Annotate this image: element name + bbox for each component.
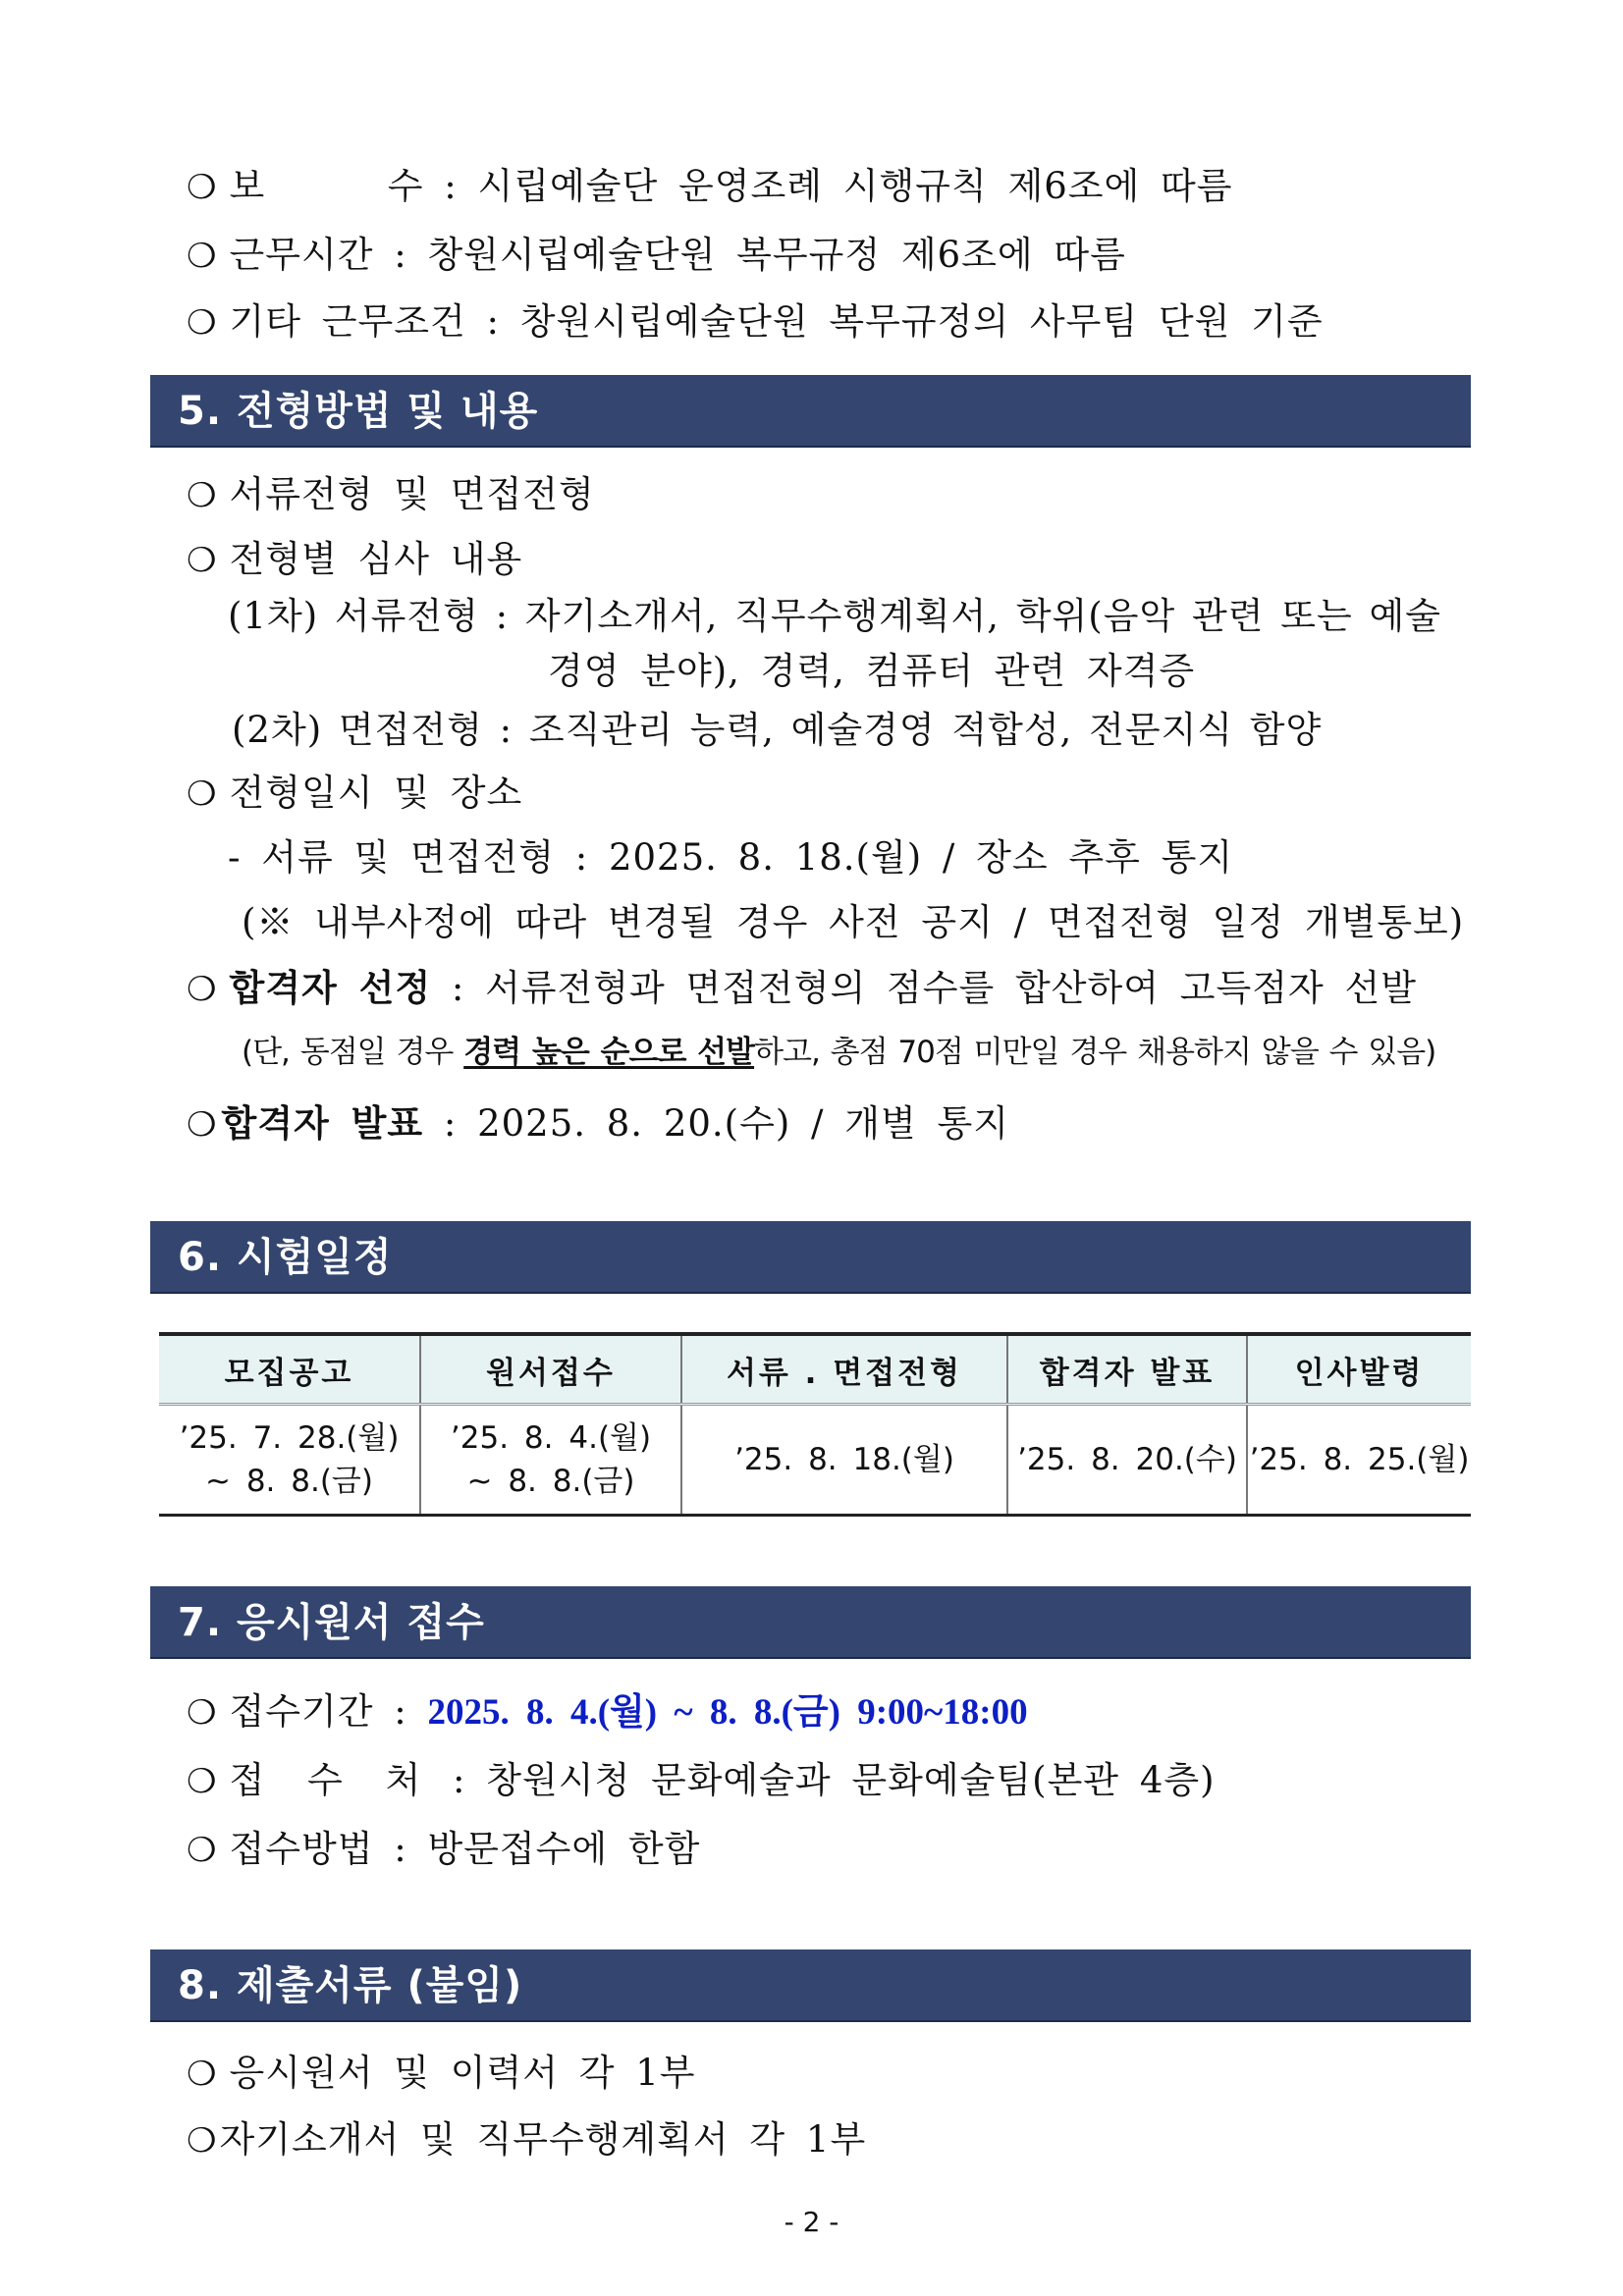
table-header: 서류 . 면접전형 xyxy=(681,1334,1007,1405)
page-number: - 2 - xyxy=(784,2206,839,2238)
period-item xyxy=(187,1690,1028,1735)
bullet-icon: ❍ xyxy=(187,970,218,1009)
announce-label: 합격자 발표 xyxy=(221,1101,424,1145)
place-item xyxy=(187,1759,1216,1803)
bullet-icon: ❍ xyxy=(187,774,218,814)
cell-line: ’25. 8. 25.(월) xyxy=(1249,1442,1470,1477)
hours-item xyxy=(187,234,1126,278)
table-cell xyxy=(1247,1405,1471,1516)
place-label: 접 수 처 xyxy=(229,1759,433,1801)
bullet-icon: ❍ xyxy=(187,541,218,580)
method-text: : 방문접수에 한함 xyxy=(373,1828,701,1870)
exam-schedule-table xyxy=(159,1332,1471,1517)
schedule-line: - 서류 및 면접전형 : 2025. 8. 18.(월) / 장소 추후 통지 xyxy=(228,836,1234,879)
table-header: 인사발령 xyxy=(1247,1334,1471,1405)
table-row xyxy=(159,1405,1471,1516)
s8-item-1-text: 응시원서 및 이력서 각 1부 xyxy=(229,2052,696,2094)
pay-item xyxy=(187,165,1232,209)
cell-line: ’25. 8. 18.(월) xyxy=(734,1442,954,1477)
bullet-icon: ❍ xyxy=(187,2055,218,2094)
method-item xyxy=(187,1828,700,1872)
pass-selection-item xyxy=(187,966,1417,1011)
pass-note-a: (단, 동점일 경우 xyxy=(242,1035,464,1070)
stage-1-line-b: 경영 분야), 경력, 컴퓨터 관련 자격증 xyxy=(548,650,1196,692)
s5-item-1 xyxy=(187,473,595,517)
table-header-row xyxy=(159,1334,1471,1405)
table-cell xyxy=(420,1405,681,1516)
pass-note xyxy=(242,1031,1435,1074)
announce-item xyxy=(187,1101,1009,1147)
cell-line: ’25. 8. 4.(월) xyxy=(450,1420,652,1456)
section-8-header: 8. 제출서류 (붙임) xyxy=(150,1949,1471,2022)
cell-line: ’25. 8. 20.(수) xyxy=(1017,1442,1237,1477)
table-header: 모집공고 xyxy=(159,1334,420,1405)
bullet-icon: ❍ xyxy=(187,2121,218,2161)
s5-item-2-text: 전형별 심사 내용 xyxy=(229,538,523,580)
table-cell xyxy=(1007,1405,1247,1516)
method-label: 접수방법 xyxy=(229,1828,374,1870)
pass-label: 합격자 선정 xyxy=(229,966,432,1009)
cell-line: ~ 8. 8.(금) xyxy=(205,1464,373,1499)
bullet-icon: ❍ xyxy=(187,168,218,207)
hours-text: : 창원시립예술단원 복무규정 제6조에 따름 xyxy=(373,234,1126,276)
s5-item-3 xyxy=(187,772,522,816)
section-6-header: 6. 시험일정 xyxy=(150,1221,1471,1294)
bullet-icon: ❍ xyxy=(187,476,218,515)
table-cell xyxy=(159,1405,420,1516)
s5-item-3-text: 전형일시 및 장소 xyxy=(229,772,523,814)
stage-2-line: (2차) 면접전형 : 조직관리 능력, 예술경영 적합성, 전문지식 함양 xyxy=(232,709,1323,751)
stage-1-line-a: (1차) 서류전형 : 자기소개서, 직무수행계획서, 학위(음악 관련 또는 예술 xyxy=(228,595,1441,637)
section-7-header: 7. 응시원서 접수 xyxy=(150,1586,1471,1659)
other-label: 기타 근무조건 xyxy=(229,300,466,343)
s8-item-1 xyxy=(187,2052,696,2096)
bullet-icon: ❍ xyxy=(187,303,218,343)
bullet-icon: ❍ xyxy=(187,237,218,276)
bullet-icon: ❍ xyxy=(187,1762,218,1801)
section-5-header: 5. 전형방법 및 내용 xyxy=(150,375,1471,448)
table-header: 합격자 발표 xyxy=(1007,1334,1247,1405)
bullet-icon: ❍ xyxy=(187,1105,218,1145)
s5-item-1-text: 서류전형 및 면접전형 xyxy=(229,473,595,515)
pay-label: 보 수 xyxy=(229,165,424,207)
notice-line: (※ 내부사정에 따라 변경될 경우 사전 공지 / 면접전형 일정 개별통보) xyxy=(242,901,1465,943)
s8-item-2-text: 자기소개서 및 직무수행계획서 각 1부 xyxy=(219,2118,867,2161)
table-cell xyxy=(681,1405,1007,1516)
cell-line: ’25. 7. 28.(월) xyxy=(179,1420,400,1456)
period-label: 접수기간 : xyxy=(229,1690,428,1733)
cell-line: ~ 8. 8.(금) xyxy=(466,1464,635,1499)
s5-item-2 xyxy=(187,538,522,582)
other-text: : 창원시립예술단원 복무규정의 사무팀 단원 기준 xyxy=(465,300,1324,343)
bullet-icon: ❍ xyxy=(187,1693,218,1733)
other-conditions-item xyxy=(187,300,1324,345)
hours-label: 근무시간 xyxy=(229,234,374,276)
pay-text: : 시립예술단 운영조례 시행규칙 제6조에 따름 xyxy=(423,165,1233,207)
pass-note-b: 하고, 총점 70점 미만일 경우 채용하지 않을 수 있음) xyxy=(754,1035,1436,1070)
bullet-icon: ❍ xyxy=(187,1831,218,1870)
s8-item-2 xyxy=(187,2118,866,2163)
pass-text: : 서류전형과 면접전형의 점수를 합산하여 고득점자 선발 xyxy=(431,967,1417,1009)
period-value: 2025. 8. 4.(월) ~ 8. 8.(금) 9:00~18:00 xyxy=(427,1692,1028,1733)
table-header: 원서접수 xyxy=(420,1334,681,1405)
pass-note-underlined: 경력 높은 순으로 선발 xyxy=(463,1035,755,1070)
announce-text: : 2025. 8. 20.(수) / 개별 통지 xyxy=(423,1102,1009,1145)
place-text: : 창원시청 문화예술과 문화예술팀(본관 4층) xyxy=(432,1759,1216,1801)
